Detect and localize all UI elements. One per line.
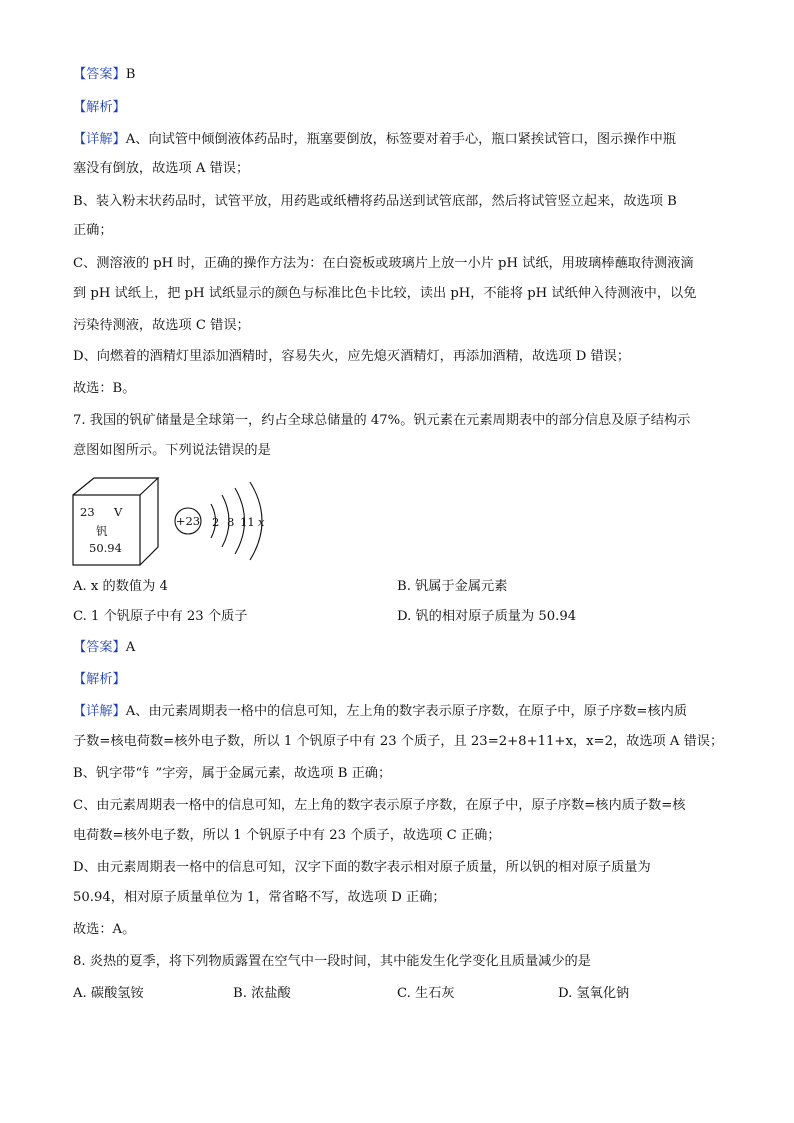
- q7-stem-line-2: 意图如图所示。下列说法错误的是: [73, 443, 271, 458]
- q7-detail-line-6: 50.94，相对原子质量单位为 1，常省略不写，故选项 D 正确；: [73, 890, 446, 905]
- shell-electrons-1: 2: [212, 515, 220, 529]
- q7-option-c: C. 1 个钒原子中有 23 个质子: [73, 609, 248, 624]
- q7-detail-line-5: D、由元素周期表一格中的信息可知，汉字下面的数字表示相对原子质量，所以钒的相对原子质量为: [73, 860, 651, 875]
- q6-detail-line-0: [73, 131, 676, 149]
- q7-detail-line-7: 故选：A。: [73, 922, 136, 937]
- element-symbol: V: [114, 505, 123, 519]
- element-cell-side: [140, 478, 158, 565]
- q6-detail-line-6: 污染待测液，故选项 C 错误；: [73, 318, 250, 333]
- q6-detail-line-8: 故选：B。: [73, 381, 136, 396]
- q7-analysis-tag: 【解析】: [73, 672, 126, 687]
- q6-answer-line: [73, 66, 135, 84]
- shell-electrons-2: 8: [227, 515, 235, 529]
- q7-detail-line-2: B、钒字带“钅”字旁，属于金属元素，故选项 B 正确；: [73, 766, 392, 781]
- q7-stem-line-1: 7. 我国的钒矿储量是全球第一，约占全球总储量的 47%。钒元素在元素周期表中的部分信息及原子结构示: [73, 413, 691, 428]
- q8-option-b: B. 浓盐酸: [233, 986, 291, 1001]
- q6-detail-line-4: C、测溶液的 pH 时，正确的操作方法为：在白瓷板或玻璃片上放一小片 pH 试纸，用玻璃棒蘸取待测液滴: [73, 256, 694, 271]
- q6-detail-line-5: 到 pH 试纸上，把 pH 试纸显示的颜色与标准比色卡比较，读出 pH，不能将 pH 试纸伸入待测液中，以免: [73, 286, 697, 301]
- q7-detail-line-1: 子数=核电荷数=核外电子数，所以 1 个钒原子中有 23 个质子，且 23=2+8+11+x，x=2，故选项 A 错误；: [73, 734, 724, 749]
- q7-answer-tag: 【答案】: [73, 640, 126, 655]
- q8-option-d: D. 氢氧化钠: [558, 986, 630, 1001]
- q7-answer-line: [73, 639, 135, 657]
- q7-detail-line-4: 电荷数=核外电子数，所以 1 个钒原子中有 23 个质子，故选项 C 正确；: [73, 828, 501, 843]
- q7-detail-line-0: [73, 703, 687, 721]
- q6-detail-text-0: A、向试管中倾倒液体药品时，瓶塞要倒放，标签要对着手心，瓶口紧挨试管口，图示操作中瓶: [125, 132, 676, 147]
- q7-option-b: B. 钒属于金属元素: [397, 579, 508, 594]
- q6-detail-line-2: B、装入粉末状药品时，试管平放，用药匙或纸槽将药品送到试管底部，然后将试管竖立起来，故选项 B: [73, 194, 677, 209]
- q7-option-d: D. 钒的相对原子质量为 50.94: [397, 609, 577, 624]
- atomic-mass: 50.94: [89, 541, 122, 555]
- atomic-number: 23: [80, 505, 95, 519]
- vanadium-diagram: [70, 474, 275, 566]
- q6-detail-tag: 【详解】: [73, 132, 126, 147]
- q8-option-c: C. 生石灰: [397, 986, 455, 1001]
- q6-detail-line-3: 正确；: [73, 223, 113, 238]
- q8-stem: 8. 炎热的夏季，将下列物质露置在空气中一段时间，其中能发生化学变化且质量减少的是: [73, 954, 591, 969]
- q8-option-a: A. 碳酸氢铵: [73, 986, 144, 1001]
- q6-detail-line-1: 塞没有倒放，故选项 A 错误；: [73, 161, 250, 176]
- shell-electrons-4: x: [258, 515, 265, 529]
- q6-answer-tag: 【答案】: [73, 67, 126, 82]
- q7-detail-line-3: C、由元素周期表一格中的信息可知，左上角的数字表示原子序数，在原子中，原子序数=核内质子数=核: [73, 798, 686, 813]
- q6-answer-value: B: [125, 67, 136, 82]
- element-cell-top: [73, 478, 158, 495]
- nucleus-charge: +23: [175, 514, 201, 528]
- q7-option-a: A. x 的数值为 4: [73, 579, 168, 594]
- q7-figure: [70, 474, 275, 566]
- element-name: 钒: [96, 524, 108, 538]
- q7-detail-tag: 【详解】: [73, 704, 126, 719]
- q6-detail-line-7: D、向燃着的酒精灯里添加酒精时，容易失火，应先熄灭酒精灯，再添加酒精，故选项 D 错误；: [73, 349, 631, 364]
- q7-detail-text-0: A、由元素周期表一格中的信息可知，左上角的数字表示原子序数，在原子中，原子序数=核内质: [125, 704, 688, 719]
- shell-electrons-3: 11: [240, 515, 255, 529]
- q7-answer-value: A: [125, 640, 136, 655]
- q6-analysis-tag: 【解析】: [73, 100, 126, 115]
